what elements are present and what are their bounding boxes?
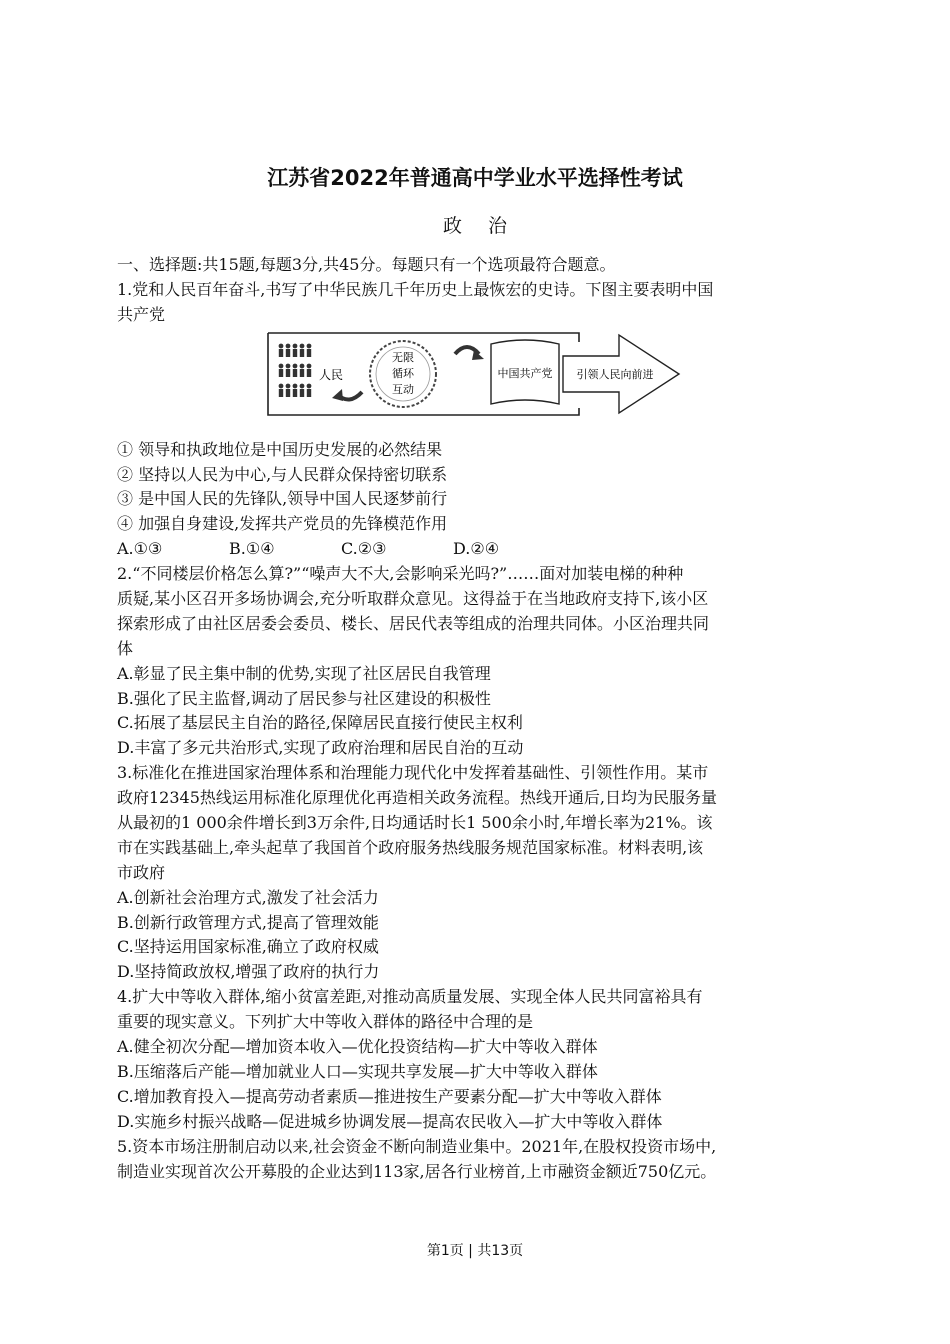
q3-option-a: A.创新社会治理方式,激发了社会活力 (117, 887, 379, 907)
q1-option-c: C.②③ (341, 539, 387, 559)
q5-stem-line-1: 5.资本市场注册制启动以来,社会资金不断向制造业集中。2021年,在股权投资市场中, (117, 1136, 717, 1156)
q2-stem-line-1: 2.“不同楼层价格怎么算?”“噪声大不大,会影响采光吗?”……面对加装电梯的种种 (117, 564, 684, 584)
cycle-text-2: 循环 (392, 366, 414, 380)
cycle-text-3: 互动 (392, 382, 414, 396)
q3-option-d: D.坚持简政放权,增强了政府的执行力 (117, 962, 380, 982)
q5-stem-line-2: 制造业实现首次公开募股的企业达到113家,居各行业榜首,上市融资金额近750亿元。 (117, 1161, 717, 1181)
q1-item-3: ③ 是中国人民的先锋队,领导中国人民逐梦前行 (117, 489, 448, 509)
subject-title: 政治 (442, 215, 533, 237)
q2-option-d: D.丰富了多元共治形式,实现了政府治理和居民自治的互动 (117, 738, 524, 758)
page-number: 第1页 | 共13页 (426, 1243, 524, 1259)
q4-stem-line-1: 4.扩大中等收入群体,缩小贫富差距,对推动高质量发展、实现全体人民共同富裕具有 (117, 987, 703, 1007)
q1-option-d: D.②④ (453, 539, 500, 559)
section-heading: 一、选择题:共15题,每题3分,共45分。每题只有一个选项最符合题意。 (117, 255, 616, 274)
lead-label: 引领人民向前进 (576, 367, 654, 381)
exam-title: 江苏省2022年普通高中学业水平选择性考试 (267, 166, 683, 190)
q1-option-a: A.①③ (117, 539, 163, 559)
people-crowd-icon (279, 343, 312, 396)
q2-stem-line-3: 探索形成了由社区居委会委员、楼长、居民代表等组成的治理共同体。小区治理共同 (117, 613, 710, 633)
q4-stem-line-2: 重要的现实意义。下列扩大中等收入群体的路径中合理的是 (117, 1012, 534, 1032)
q3-option-b: B.创新行政管理方式,提高了管理效能 (117, 912, 379, 932)
q1-diagram (117, 328, 839, 438)
q3-stem-line-3: 从最初的1 000余件增长到3万余件,日均通话时长1 500余小时,年增长率为21%。该 (117, 813, 713, 833)
q2-option-b: B.强化了民主监督,调动了居民参与社区建设的积极性 (117, 688, 491, 708)
q4-option-a: A.健全初次分配—增加资本收入—优化投资结构—扩大中等收入群体 (117, 1037, 598, 1057)
q1-options (117, 537, 839, 562)
q2-stem-line-2: 质疑,某小区召开多场协调会,充分听取群众意见。这得益于在当地政府支持下,该小区 (117, 589, 709, 609)
q1-item-4: ④ 加强自身建设,发挥共产党员的先锋模范作用 (117, 514, 448, 534)
people-label: 人民 (319, 367, 344, 382)
cycle-text-1: 无限 (392, 350, 414, 364)
q1-stem-line-2: 共产党 (117, 304, 166, 324)
q3-option-c: C.坚持运用国家标准,确立了政府权威 (117, 937, 379, 957)
q1-item-1: ① 领导和执政地位是中国历史发展的必然结果 (117, 439, 443, 459)
q3-stem-line-2: 政府12345热线运用标准化原理优化再造相关政务流程。热线开通后,日均为民服务量 (117, 788, 717, 808)
q1-stem-line-1: 1.党和人民百年奋斗,书写了中华民族几千年历史上最恢宏的史诗。下图主要表明中国 (117, 279, 714, 299)
party-people-diagram (267, 332, 682, 427)
question-body (117, 253, 839, 1184)
arrow-head-left-icon (332, 389, 343, 401)
q3-stem-line-1: 3.标准化在推进国家治理体系和治理能力现代化中发挥着基础性、引领性作用。某市 (117, 763, 709, 783)
q2-stem-line-4: 体 (117, 638, 134, 658)
q3-stem-line-5: 市政府 (117, 862, 166, 882)
q2-option-c: C.拓展了基层民主自治的路径,保障居民直接行使民主权利 (117, 713, 523, 733)
q1-option-b: B.①④ (229, 539, 275, 559)
q1-item-2: ② 坚持以人民为中心,与人民群众保持密切联系 (117, 464, 448, 484)
q4-option-c: C.增加教育投入—提高劳动者素质—推进按生产要素分配—扩大中等收入群体 (117, 1086, 662, 1106)
q4-option-d: D.实施乡村振兴战略—促进城乡协调发展—提高农民收入—扩大中等收入群体 (117, 1111, 663, 1131)
q2-option-a: A.彰显了民主集中制的优势,实现了社区居民自我管理 (117, 663, 491, 683)
q4-option-b: B.压缩落后产能—增加就业人口—实现共享发展—扩大中等收入群体 (117, 1061, 598, 1081)
party-label: 中国共产党 (497, 366, 553, 380)
q3-stem-line-4: 市在实践基础上,牵头起草了我国首个政府服务热线服务规范国家标准。材料表明,该 (117, 837, 704, 857)
